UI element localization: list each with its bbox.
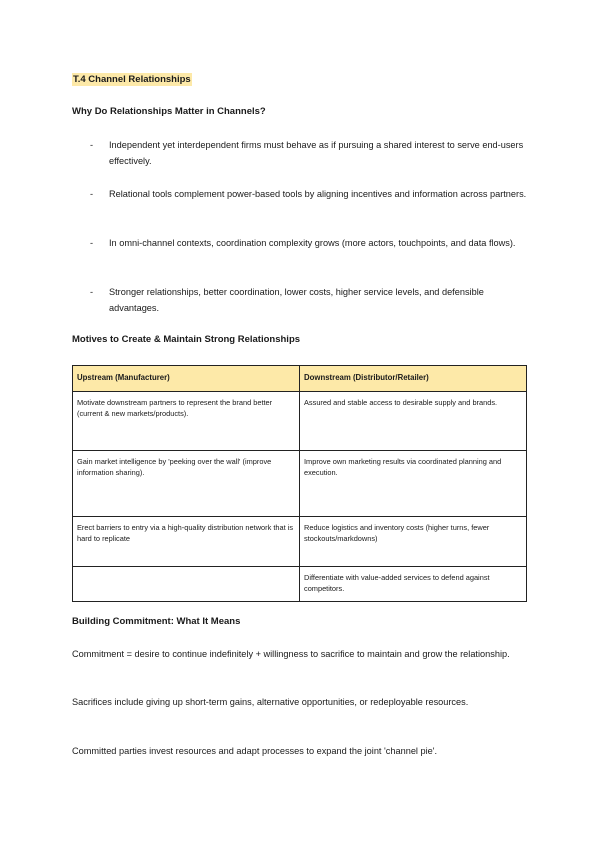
bullet-dash: -	[90, 238, 94, 248]
table-header-upstream: Upstream (Manufacturer)	[73, 366, 300, 392]
table-row	[73, 516, 527, 566]
table-row	[73, 566, 527, 601]
bullet-item	[90, 284, 530, 316]
table-header-downstream: Downstream (Distributor/Retailer)	[300, 366, 527, 392]
table-cell: Improve own marketing results via coordinated planning and execution.	[300, 450, 527, 516]
table-cell	[73, 566, 300, 601]
table-cell: Assured and stable access to desirable supply and brands.	[300, 391, 527, 450]
paragraph: Sacrifices include giving up short-term gains, alternative opportunities, or redeployable resources.	[72, 697, 469, 707]
bullet-dash: -	[90, 189, 94, 199]
paragraph: Commitment = desire to continue indefinitely + willingness to sacrifice to maintain and grow the relationship.	[72, 649, 510, 659]
bullet-text: Stronger relationships, better coordination, lower costs, higher service levels, and defensible advantages.	[109, 287, 484, 313]
motives-table	[72, 365, 527, 602]
commitment-heading: Building Commitment: What It Means	[72, 616, 241, 627]
table-cell: Differentiate with value-added services to defend against competitors.	[300, 566, 527, 601]
why-heading: Why Do Relationships Matter in Channels?	[72, 106, 266, 117]
section-title: T.4 Channel Relationships	[73, 74, 191, 85]
bullet-text: Relational tools complement power-based tools by aligning incentives and information across partners.	[109, 189, 527, 199]
bullet-text: In omni-channel contexts, coordination complexity grows (more actors, touchpoints, and data flows).	[109, 238, 516, 248]
bullet-text: Independent yet interdependent firms must behave as if pursuing a shared interest to serve end-users effectively.	[109, 140, 524, 166]
motives-heading: Motives to Create & Maintain Strong Relationships	[72, 334, 301, 345]
table-cell: Gain market intelligence by 'peeking over the wall' (improve information sharing).	[73, 450, 300, 516]
bullet-dash: -	[90, 140, 94, 150]
paragraph: Committed parties invest resources and adapt processes to expand the joint 'channel pie'.	[72, 746, 438, 756]
table-row	[73, 391, 527, 450]
table-row	[73, 450, 527, 516]
table-header-row	[73, 366, 527, 392]
bullet-item	[90, 186, 530, 202]
table-cell: Motivate downstream partners to represent the brand better (current & new markets/products).	[73, 391, 300, 450]
table-cell: Erect barriers to entry via a high-quality distribution network that is hard to replicate	[73, 516, 300, 566]
bullet-dash: -	[90, 287, 94, 297]
table-cell: Reduce logistics and inventory costs (higher turns, fewer stockouts/markdowns)	[300, 516, 527, 566]
bullet-item	[90, 137, 530, 169]
bullet-item	[90, 235, 530, 251]
